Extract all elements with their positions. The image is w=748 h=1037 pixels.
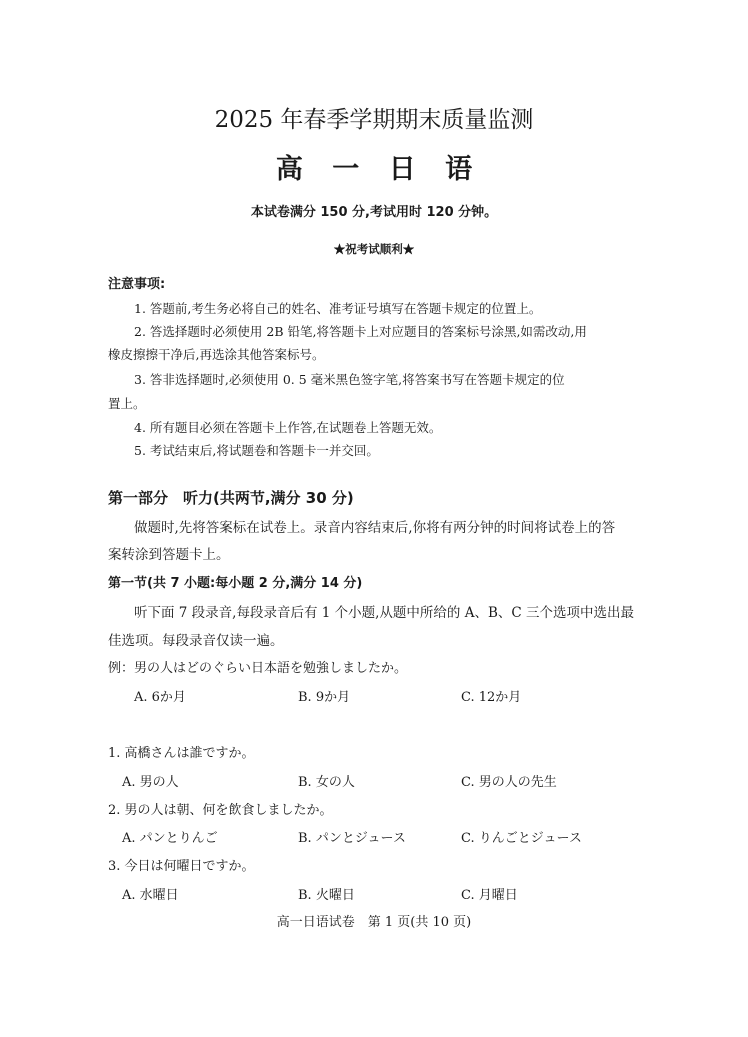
question-2-option-c: C. りんごとジュース bbox=[461, 831, 582, 846]
section-1-heading: 第一节(共 7 小题:每小题 2 分,满分 14 分) bbox=[108, 576, 363, 591]
question-1-option-b: B. 女の人 bbox=[298, 775, 355, 790]
part-1-intro-line-1: 做题时,先将答案标在试卷上。录音内容结束后,你将有两分钟的时间将试卷上的答 bbox=[134, 520, 616, 536]
question-2-option-a: A. パンとりんご bbox=[122, 831, 218, 846]
score-info: 本试卷满分 150 分,考试用时 120 分钟。 bbox=[250, 205, 498, 220]
question-2: 2. 男の人は朝、何を飲食しましたか。 bbox=[108, 803, 333, 818]
section-1-instruction-line-1: 听下面 7 段录音,每段录音后有 1 个小题,从题中所给的 A、B、C 三个选项中选出最 bbox=[134, 605, 635, 621]
notice-item-3-line-1: 3. 答非选择题时,必须使用 0. 5 毫米黑色签字笔,将答案书写在答题卡规定的位 bbox=[134, 372, 565, 387]
notice-item-4: 4. 所有题目必须在答题卡上作答,在试题卷上答题无效。 bbox=[134, 420, 442, 435]
question-3-option-a: A. 水曜日 bbox=[122, 888, 179, 903]
question-2-option-b: B. パンとジュース bbox=[298, 831, 406, 846]
notice-item-3-line-2: 置上。 bbox=[108, 396, 146, 411]
page-footer: 高一日语试卷 第 1 页(共 10 页) bbox=[276, 915, 472, 930]
notice-item-2-line-1: 2. 答选择题时必须使用 2B 铅笔,将答题卡上对应题目的答案标号涂黑,如需改动,用 bbox=[134, 324, 587, 339]
section-1-instruction-line-2: 佳选项。每段录音仅读一遍。 bbox=[108, 633, 284, 649]
notice-heading: 注意事项: bbox=[108, 277, 166, 292]
part-1-intro-line-2: 案转涂到答题卡上。 bbox=[108, 547, 230, 563]
part-1-heading: 第一部分 听力(共两节,满分 30 分) bbox=[108, 489, 354, 507]
question-1-option-a: A. 男の人 bbox=[122, 775, 179, 790]
notice-item-1: 1. 答题前,考生务必将自己的姓名、准考证号填写在答题卡规定的位置上。 bbox=[134, 301, 542, 316]
notice-item-5: 5. 考试结束后,将试题卷和答题卡一并交回。 bbox=[134, 443, 379, 458]
question-3: 3. 今日は何曜日ですか。 bbox=[108, 859, 255, 874]
exam-title: 2025 年春季学期期末质量监测 bbox=[214, 107, 534, 133]
question-1-option-c: C. 男の人の先生 bbox=[461, 775, 557, 790]
example-option-b: B. 9か月 bbox=[298, 690, 351, 705]
subject-title: 高 一 日 语 bbox=[275, 154, 483, 185]
good-luck-line: ★祝考试顺利★ bbox=[333, 242, 415, 256]
example-option-a: A. 6か月 bbox=[134, 690, 186, 705]
question-1: 1. 高橋さんは誰ですか。 bbox=[108, 746, 255, 761]
question-3-option-c: C. 月曜日 bbox=[461, 888, 518, 903]
example-option-c: C. 12か月 bbox=[461, 690, 522, 705]
notice-item-2-line-2: 橡皮擦擦干净后,再选涂其他答案标号。 bbox=[108, 347, 325, 362]
question-3-option-b: B. 火曜日 bbox=[298, 888, 355, 903]
example-question: 例：男の人はどのぐらい日本語を勉強しましたか。 bbox=[108, 661, 408, 676]
